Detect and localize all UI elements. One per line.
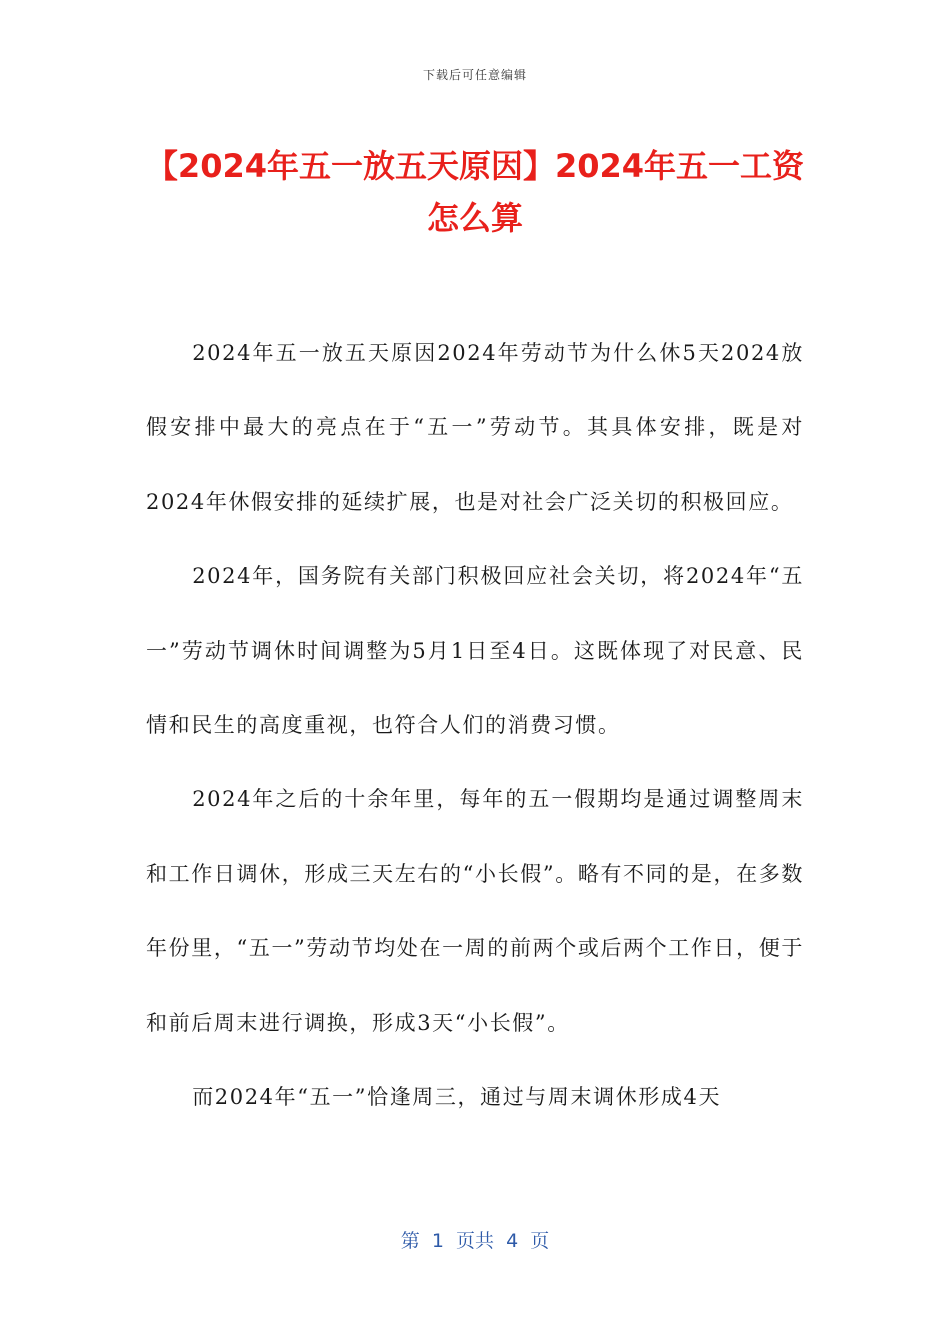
document-title: 【2024年五一放五天原因】2024年五一工资怎么算 xyxy=(145,147,805,237)
paragraph-1: 2024年五一放五天原因2024年劳动节为什么休5天2024放假安排中最大的亮点在于“五一”劳动节。其具体安排，既是对2024年休假安排的延续扩展，也是对社会广泛关切的积极回应。 xyxy=(146,341,804,514)
paragraph-2: 2024年，国务院有关部门积极回应社会关切，将2024年“五一”劳动节调休时间调整为5月1日至4日。这既体现了对民意、民情和民生的高度重视，也符合人们的消费习惯。 xyxy=(146,564,804,738)
paragraph-3: 2024年之后的十余年里，每年的五一假期均是通过调整周末和工作日调休，形成三天左右的“小长假”。略有不同的是，在多数年份里，“五一”劳动节均处在一周的前两个或后两个工作日，便于和前后周末进行调换，形成3天“小长假”。 xyxy=(146,787,804,1035)
paragraph-4: 而2024年“五一”恰逢周三，通过与周末调休形成4天 xyxy=(192,1085,722,1110)
document-body xyxy=(146,316,804,1134)
page-footer: 第 1 页共 4 页 xyxy=(400,1230,550,1252)
header-note: 下载后可任意编辑 xyxy=(422,68,527,82)
